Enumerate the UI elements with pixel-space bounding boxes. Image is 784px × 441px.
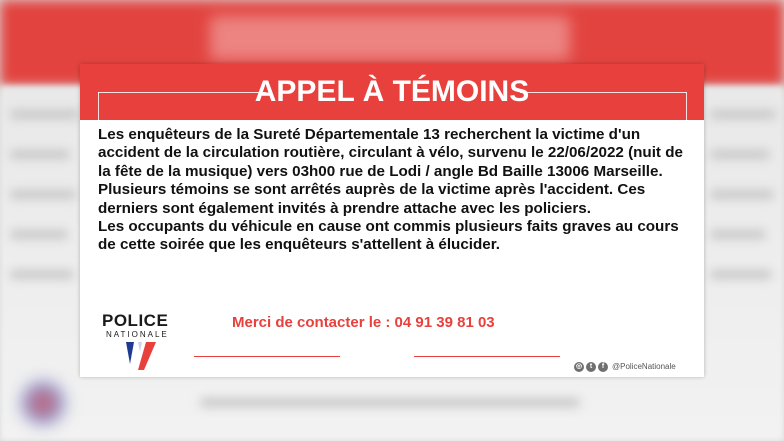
background-line [710, 190, 774, 199]
background-line [710, 270, 772, 279]
bottom-rule-right [414, 356, 560, 357]
background-line [10, 190, 76, 199]
poster-header [80, 64, 704, 120]
tricolor-flag-icon [124, 342, 160, 372]
poster-title: APPEL À TÉMOINS [254, 75, 530, 108]
police-nationale-logo [102, 312, 192, 374]
paragraph-witnesses: Plusieurs témoins se sont arrêtés auprès de la victime après l'accident. Ces derniers sont également invités à prendre attache avec les policiers. [98, 181, 646, 217]
bottom-rule-left [194, 356, 340, 357]
social-handle: @PoliceNationale [612, 362, 676, 371]
background-line [10, 150, 70, 159]
instagram-icon: ◎ [575, 363, 583, 370]
logo-nationale-text: NATIONALE [106, 330, 169, 339]
facebook-icon: f [598, 362, 608, 372]
social-links [574, 360, 676, 374]
twitter-icon: t [586, 362, 596, 372]
background-flag-blur [20, 380, 66, 426]
paragraph-accident: Les enquêteurs de la Sureté Départementale 13 recherchent la victime d'un accident de la circulation routière, circulant à vélo, survenu le 22/06/2022 (nuit de la fête de la musique) vers 03h00 rue de Lodi / angle Bd Baille 13006 Marseille. [98, 126, 683, 180]
background-ghost-title [210, 16, 570, 60]
poster-card [80, 64, 704, 377]
background-line [200, 398, 580, 407]
background-line [10, 110, 80, 119]
background-line [10, 230, 68, 239]
contact-line: Merci de contacter le : 04 91 39 81 03 [232, 314, 495, 331]
paragraph-vehicle: Les occupants du véhicule en cause ont commis plusieurs faits graves au cours de cette soirée que les enquêteurs s'attellent à élucider. [98, 218, 679, 254]
background-line [10, 270, 74, 279]
background-line [710, 110, 776, 119]
background-line [710, 150, 770, 159]
poster-body [98, 126, 698, 255]
logo-police-text: POLICE [102, 311, 169, 330]
background-line [710, 230, 766, 239]
